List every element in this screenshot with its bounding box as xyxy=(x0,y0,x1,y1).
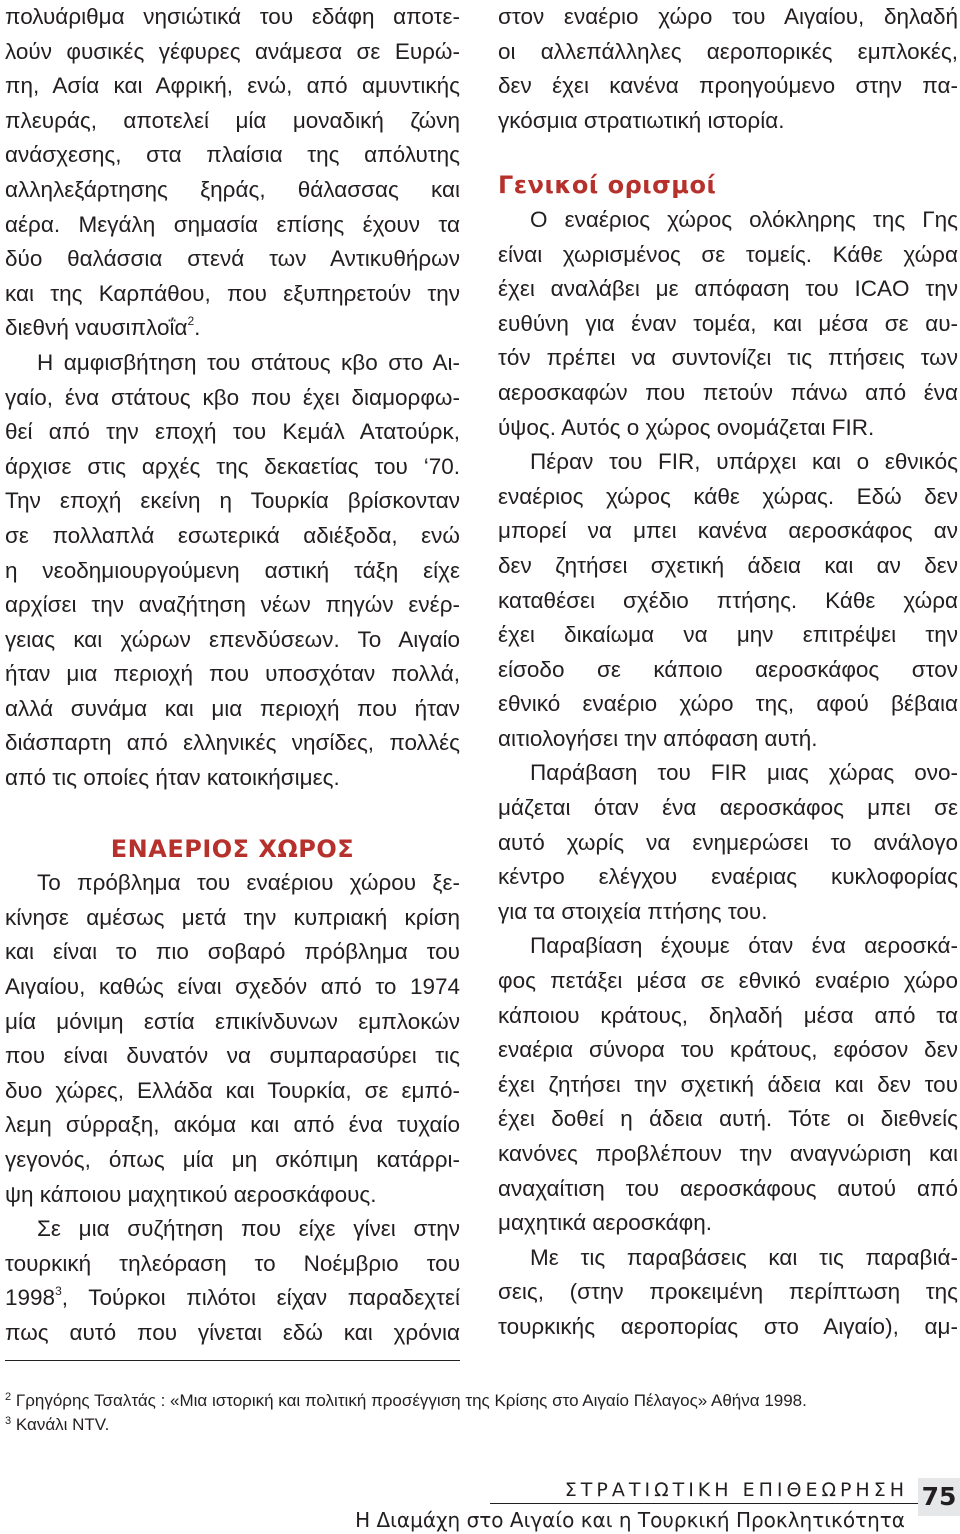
footnotes xyxy=(5,1389,955,1437)
text-line: δύο θαλάσσια στενά των Αντικυθήρων xyxy=(5,246,460,272)
text-line: κανόνες προβλέπουν την αναγνώριση και xyxy=(498,1141,958,1166)
text-line: κάποιου κράτους, δηλαδή μέσα από τα xyxy=(498,1002,958,1028)
text-line: πη, Ασία και Αφρική, ενώ, από αμυντικής xyxy=(5,73,460,99)
final-paragraph xyxy=(498,1241,958,1345)
text-line: αυτό χωρίς να ενημερώσει το ανάλογο xyxy=(498,829,958,855)
text-line: εναέριος χώρος κάθε χώρας. Εδώ δεν xyxy=(498,483,958,509)
text-line: καταθέσει σχέδιο πτήσης. Κάθε χώρα xyxy=(498,587,958,613)
text-line: Αιγαίου, καθώς είναι σχεδόν από το 1974 xyxy=(5,974,460,1000)
text-line: γειας και χώρων επενδύσεων. Το Αιγαίο xyxy=(5,626,460,652)
tv-year-line: 1998$^3$, Τούρκοι πιλότοι είχαν παραδεχτεί xyxy=(5,1284,460,1311)
cont-paragraph xyxy=(498,0,958,138)
text-line: Πέραν του FIR, υπάρχει και ο εθνικός xyxy=(530,449,958,475)
text-line: αέρα. Μεγάλη σημασία επίσης έχουν τα xyxy=(5,211,460,237)
text-line: για τα στοιχεία πτήσης του. xyxy=(498,898,768,924)
violation-paragraph xyxy=(498,929,958,1240)
text-line: έχει δοθεί η άδεια αυτή. Τότε οι διεθνείς xyxy=(498,1106,958,1132)
text-line: είσοδο σε κάποιο αεροσκάφος στον xyxy=(498,656,958,682)
text-line: σεις, (στην προκειμένη περίπτωση της xyxy=(498,1279,958,1305)
text-line: στον εναέριο χώρο του Αιγαίου, δηλαδή xyxy=(498,4,958,29)
text-line: κίνησε αμέσως μετά την κυπριακή κρίση xyxy=(5,904,460,930)
footnote-ref-2[interactable]: 2 xyxy=(187,314,195,329)
text-line: διάσπαρτη από ελληνικές νησίδες, πολλές xyxy=(5,730,460,756)
text-line: λεμη σύρραξη, ακόμα και από ένα τυχαίο xyxy=(5,1112,460,1138)
text-line: πλευράς, αποτελεί μία μοναδική ζώνη xyxy=(5,107,460,133)
text-line: φος πετάξει μέσα σε εθνικό εναέριο χώρο xyxy=(498,968,958,994)
text-line: κέντρο ελέγχου εναέριας κυκλοφορίας xyxy=(498,864,958,890)
text-line: Η αμφισβήτηση του στάτους κβο στο Αι- xyxy=(37,349,460,375)
intro-paragraph xyxy=(5,0,460,311)
text-line: γεγονός, όπως μία μη σκόπιμη κατάρρι- xyxy=(5,1147,460,1172)
text-line: αεροσκαφών που πετούν πάνω από ένα xyxy=(498,379,958,405)
magazine-title: ΣΤΡΑΤΙΩΤΙΚΗ ΕΠΙΘΕΩΡΗΣΗ xyxy=(564,1479,908,1501)
definitions-heading: Γενικοί ορισμοί xyxy=(498,171,717,200)
national-paragraph xyxy=(498,445,958,756)
text-line: σε πολλαπλά εσωτερικά αδιέξοδα, ενώ xyxy=(5,522,460,548)
page-number: 75 xyxy=(918,1478,960,1516)
text-line: ύψος. Αυτός ο χώρος ονομάζεται FIR. xyxy=(498,414,875,440)
text-line: μάζεται όταν ένα αεροσκάφος μπει σε xyxy=(498,795,958,821)
text-line: τουρκικής αεροπορίας στο Αιγαίο), αμ- xyxy=(498,1313,958,1339)
text-line: Με τις παραβάσεις και τις παραβιά- xyxy=(530,1244,958,1270)
text-line: δυο χώρες, Ελλάδα και Τουρκία, σε εμπό- xyxy=(5,1077,460,1103)
text-line: οι αλλεπάλληλες αεροπορικές εμπλοκές, xyxy=(498,38,958,64)
text-line: αιτιολογήσει την απόφαση αυτή. xyxy=(498,725,818,751)
text-line: είναι χωρισμένος σε τομείς. Κάθε χώρα xyxy=(498,241,958,267)
intro-last-line: διεθνή ναυσιπλοΐα$^2$. xyxy=(5,314,201,341)
text-line: έχει ζητήσει την σχετική άδεια και δεν του xyxy=(498,1071,958,1097)
text-line: λούν φυσικές γέφυρες ανάμεσα σε Ευρώ- xyxy=(5,38,460,64)
text-line: και της Καρπάθου, που εξυπηρετούν την xyxy=(5,280,460,306)
text-line: δεν ζητήσει σχετική άδεια και αν δεν xyxy=(498,552,958,578)
text-line: δεν έχει κανένα προηγούμενο στην πα- xyxy=(498,73,958,99)
text-line: από τις οποίες ήταν κατοικήσιμες. xyxy=(5,765,340,791)
text-line: θεί από την εποχή του Κεμάλ Ατατούρκ, xyxy=(5,419,460,445)
text-line: τουρκική τηλεόραση το Νοέμβριο του xyxy=(5,1250,460,1276)
text-line: που είναι δυνατόν να συμπαρασύρει τις xyxy=(5,1043,460,1069)
text-line: Σε μια συζήτηση που είχε γίνει στην xyxy=(37,1216,460,1242)
text-line: η νεοδημιουργούμενη αστική τάξη είχε xyxy=(5,557,460,583)
text-line: γαίο, ένα στάτους κβο που έχει διαμορφω- xyxy=(5,384,460,410)
text-line: αναχαίτιση του αεροσκάφους αυτού από xyxy=(498,1175,958,1201)
text-line: αλλά συνάμα και μια περιοχή που ήταν xyxy=(5,695,460,721)
text-line: τόν πρέπει να συντονίζει τις πτήσεις των xyxy=(498,345,958,371)
text-line: αλληλεξάρτησης ξηράς, θάλασσας και xyxy=(5,176,460,202)
text-line: εναέρια σύνορα του κράτους, εφόσον δεν xyxy=(498,1037,958,1063)
text-line: μαχητικά αεροσκάφη. xyxy=(498,1210,712,1236)
footnote-2: $^2$ Γρηγόρης Τσαλτάς : «Μια ιστορική και πολιτική προσέγγιση της Κρίσης στο Αιγαίο Πέλαγος» Αθήνα 1998. xyxy=(5,1391,807,1410)
text-line: Παράβαση του FIR μιας χώρας ονο- xyxy=(530,760,958,786)
text-line: αρχίσει την αναζήτηση νέων πηγών ενέρ- xyxy=(5,592,460,618)
fir-breach-paragraph xyxy=(498,756,958,929)
text-line: Ο εναέριος χώρος ολόκληρης της Γης xyxy=(530,206,958,232)
footnote-divider xyxy=(5,1360,460,1361)
text-line: ευθύνη για έναν τομέα, και μέσα σε αυ- xyxy=(498,310,958,336)
text-line: πως αυτό που γίνεται εδώ και χρόνια xyxy=(5,1319,460,1345)
text-line: εθνικό εναέριο χώρο της, αφού βέβαια xyxy=(498,691,958,717)
text-line: πολυάριθμα νησιώτικά του εδάφη αποτε- xyxy=(5,4,460,29)
casus-paragraph xyxy=(5,346,460,796)
text-line: ανάσχεσης, στα πλαίσια της απόλυτης xyxy=(5,142,460,168)
footer-rule xyxy=(490,1503,960,1504)
footnote-ref-3[interactable]: 3 xyxy=(55,1284,62,1299)
text-line: και είναι το πιο σοβαρό πρόβλημα του xyxy=(5,939,460,965)
text-line: ψη κάποιου μαχητικού αεροσκάφους. xyxy=(5,1181,377,1207)
right-column xyxy=(498,0,958,1345)
footer-subtitle: Η Διαμάχη στο Αιγαίο και η Τουρκική Προκλητικότητα xyxy=(355,1508,905,1532)
tv-paragraph-end xyxy=(5,1316,460,1351)
footnote-3: $^3$ Κανάλι NTV. xyxy=(5,1415,110,1434)
text-line: έχει δικαίωμα να μην επιτρέψει την xyxy=(498,622,958,648)
text-line: Παραβίαση έχουμε όταν ένα αεροσκά- xyxy=(530,933,958,959)
text-line: άρχισε στις αρχές της δεκαετίας του ‘70. xyxy=(5,453,460,479)
text-line: Την εποχή εκείνη η Τουρκία βρίσκονταν xyxy=(5,488,460,514)
airspace-paragraph xyxy=(5,866,460,1212)
text-line: μπορεί να μπει κανένα αεροσκάφος αν xyxy=(498,518,958,544)
text-line: Το πρόβλημα του εναέριου χώρου ξε- xyxy=(37,870,460,896)
sectors-paragraph xyxy=(498,203,958,445)
text-line: ήταν μια περιοχή που υποσχόταν πολλά, xyxy=(5,661,460,687)
tv-paragraph xyxy=(5,1212,460,1281)
text-line: έχει αναλάβει με απόφαση του ICAO την xyxy=(498,276,958,302)
left-column xyxy=(5,0,460,1351)
text-line: μία μόνιμη εστία επικίνδυνων εμπλοκών xyxy=(5,1008,460,1034)
text-line: γκόσμια στρατιωτική ιστορία. xyxy=(498,107,785,133)
airspace-heading: ΕΝΑΕΡΙΟΣ ΧΩΡΟΣ xyxy=(110,834,355,863)
